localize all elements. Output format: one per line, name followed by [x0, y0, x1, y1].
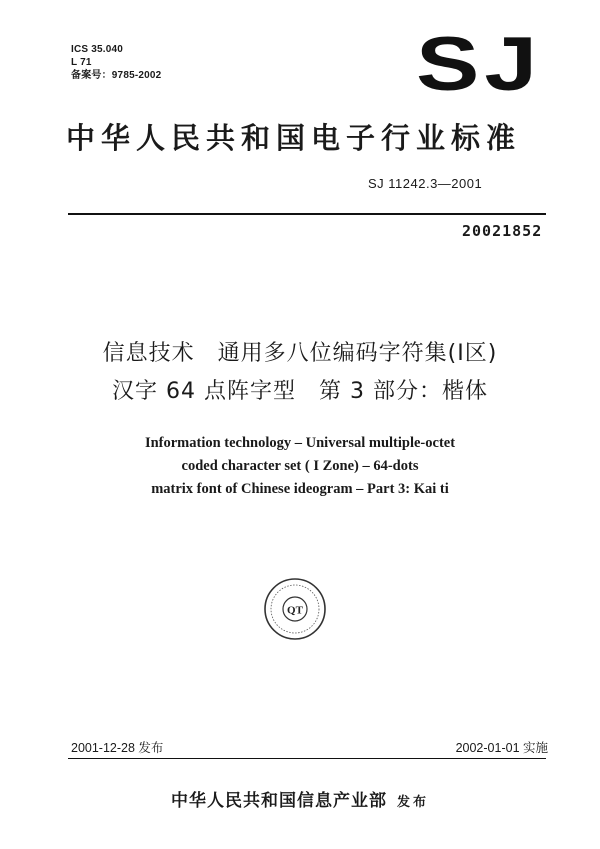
classification-code: L 71	[71, 57, 92, 68]
publisher-suffix: 发布	[396, 795, 429, 810]
ics-code: ICS 35.040	[71, 44, 124, 55]
publisher	[0, 789, 600, 815]
sj-logo: SJ	[416, 22, 543, 107]
stamp-center-text: QT	[287, 604, 303, 617]
publisher-name: 中华人民共和国信息产业部	[170, 791, 387, 811]
standard-category-title: 中华人民共和国电子行业标准	[66, 121, 522, 155]
document-title-cn-line1: 信息技术 通用多八位编码字符集(Ⅰ区)	[102, 341, 498, 366]
top-divider	[68, 213, 546, 215]
document-title-cn-line2: 汉字 64 点阵字型 第 3 部分：楷体	[112, 379, 488, 404]
document-title-en-line3: matrix font of Chinese ideogram – Part 3: Kai ti	[151, 481, 449, 497]
implementation-date: 2002-01-01 实施	[455, 741, 548, 755]
bottom-divider	[68, 758, 546, 759]
filing-number: 备案号：9785-2002	[71, 70, 162, 81]
certification-stamp-icon	[263, 577, 327, 641]
document-title-en-line1: Information technology – Universal multiple-octet	[144, 435, 456, 451]
document-title-en-line2: coded character set ( I Zone) – 64-dots	[181, 458, 419, 474]
issue-date: 2001-12-28 发布	[71, 741, 164, 755]
serial-number: 20021852	[462, 222, 543, 240]
standard-number: SJ 11242.3—2001	[368, 176, 483, 191]
